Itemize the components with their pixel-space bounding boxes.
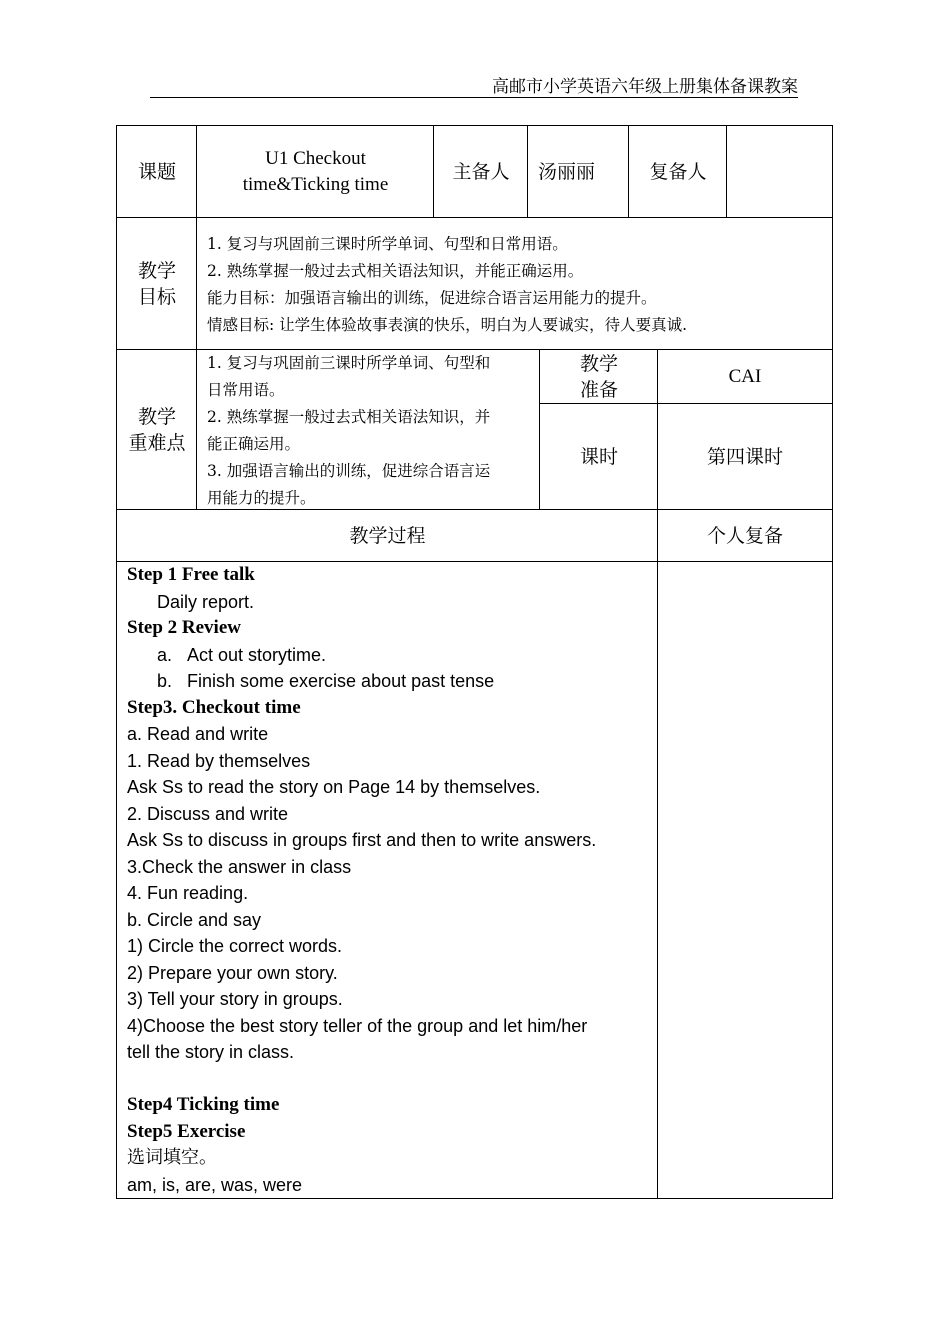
step5-heading: Step5 Exercise bbox=[127, 1120, 246, 1142]
page-header bbox=[150, 68, 798, 98]
discuss-and-write: 2. Discuss and write bbox=[127, 803, 289, 824]
difficulties-label-cell bbox=[116, 349, 197, 510]
choose-teller-line2: tell the story in class. bbox=[127, 1042, 295, 1062]
read-by-themselves: 1. Read by themselves bbox=[127, 750, 311, 771]
word-options: am, is, are, was, were bbox=[127, 1174, 303, 1195]
difficulties-content-cell bbox=[196, 349, 540, 510]
period-label-cell bbox=[539, 403, 658, 510]
topic-line1: U1 Checkout bbox=[265, 148, 366, 169]
goals-content-cell bbox=[196, 217, 833, 350]
step1-heading: Step 1 Free talk bbox=[127, 564, 255, 585]
process-content-cell bbox=[116, 561, 658, 1199]
prep-label-cell bbox=[539, 349, 658, 404]
fun-reading: 4. Fun reading. bbox=[127, 883, 249, 903]
main-prep-name: 汤丽丽 bbox=[538, 161, 596, 183]
process-header-cell bbox=[116, 509, 658, 562]
blank-line bbox=[127, 1066, 658, 1093]
personal-notes-cell bbox=[657, 561, 833, 1199]
prep-value-cell bbox=[657, 349, 833, 404]
period-value-cell bbox=[657, 403, 833, 510]
co-prep-label: 复备人 bbox=[649, 161, 707, 183]
co-prep-label-cell bbox=[628, 125, 727, 218]
goals-line: 能力目标：加强语言输出的训练，促进综合语言运用能力的提升。 bbox=[207, 289, 657, 307]
goals-label-cell bbox=[116, 217, 197, 350]
main-prep-label: 主备人 bbox=[452, 161, 510, 183]
co-prep-name-cell bbox=[726, 125, 833, 218]
difficulties-label-line2: 重难点 bbox=[128, 432, 186, 454]
step2-heading: Step 2 Review bbox=[127, 617, 241, 638]
fill-in-label: 选词填空。 bbox=[127, 1147, 217, 1168]
step2-item-b: b. Finish some exercise about past tense bbox=[157, 671, 495, 691]
read-and-write-title: a. Read and write bbox=[127, 724, 269, 744]
main-prep-name-cell bbox=[527, 125, 629, 218]
main-prep-label-cell bbox=[433, 125, 528, 218]
difficulties-line: 2. 熟练掌握一般过去式相关语法知识，并 bbox=[207, 408, 491, 426]
goals-label-line1: 教学 bbox=[137, 260, 176, 282]
goals-line: 情感目标: 让学生体验故事表演的快乐，明白为人要诚实，待人要真诚. bbox=[207, 316, 688, 334]
goals-label-line2: 目标 bbox=[137, 286, 176, 308]
goals-line: 2. 熟练掌握一般过去式相关语法知识，并能正确运用。 bbox=[207, 262, 584, 280]
difficulties-label-line1: 教学 bbox=[137, 406, 176, 428]
prep-value: CAI bbox=[728, 366, 762, 387]
step3-heading: Step3. Checkout time bbox=[127, 696, 301, 718]
check-answer: 3.Check the answer in class bbox=[127, 856, 352, 877]
difficulties-line: 日常用语。 bbox=[207, 381, 285, 399]
difficulties-line: 用能力的提升。 bbox=[207, 489, 316, 507]
difficulties-line: 能正确运用。 bbox=[207, 435, 301, 453]
circle-and-say-title: b. Circle and say bbox=[127, 909, 262, 930]
prep-label-line2: 准备 bbox=[579, 379, 618, 401]
process-label: 教学过程 bbox=[349, 525, 426, 547]
personal-label: 个人复备 bbox=[706, 525, 783, 547]
topic-cell bbox=[196, 125, 434, 218]
period-value: 第四课时 bbox=[706, 446, 783, 468]
tell-story: 3) Tell your story in groups. bbox=[127, 989, 343, 1009]
step1-item: Daily report. bbox=[157, 591, 255, 612]
step4-heading: Step4 Ticking time bbox=[127, 1094, 280, 1115]
discuss-and-write-desc: Ask Ss to discuss in groups first and then to write answers. bbox=[127, 830, 597, 850]
read-by-themselves-desc: Ask Ss to read the story on Page 14 by themselves. bbox=[127, 777, 541, 797]
topic-line2: time&Ticking time bbox=[242, 174, 389, 195]
topic-label: 课题 bbox=[137, 161, 176, 183]
prepare-story: 2) Prepare your own story. bbox=[127, 962, 338, 983]
circle-words: 1) Circle the correct words. bbox=[127, 936, 343, 956]
step2-item-a: a. Act out storytime. bbox=[157, 644, 327, 665]
choose-teller-line1: 4)Choose the best story teller of the group and let him/her bbox=[127, 1015, 588, 1036]
prep-label-line1: 教学 bbox=[579, 353, 618, 375]
topic-label-cell bbox=[116, 125, 197, 218]
period-label: 课时 bbox=[579, 446, 618, 468]
difficulties-line: 1. 复习与巩固前三课时所学单词、句型和 bbox=[207, 354, 491, 372]
personal-header-cell bbox=[657, 509, 833, 562]
goals-line: 1. 复习与巩固前三课时所学单词、句型和日常用语。 bbox=[207, 235, 568, 253]
header-title: 高邮市小学英语六年级上册集体备课教案 bbox=[492, 77, 798, 97]
difficulties-line: 3. 加强语言输出的训练，促进综合语言运 bbox=[207, 462, 491, 480]
